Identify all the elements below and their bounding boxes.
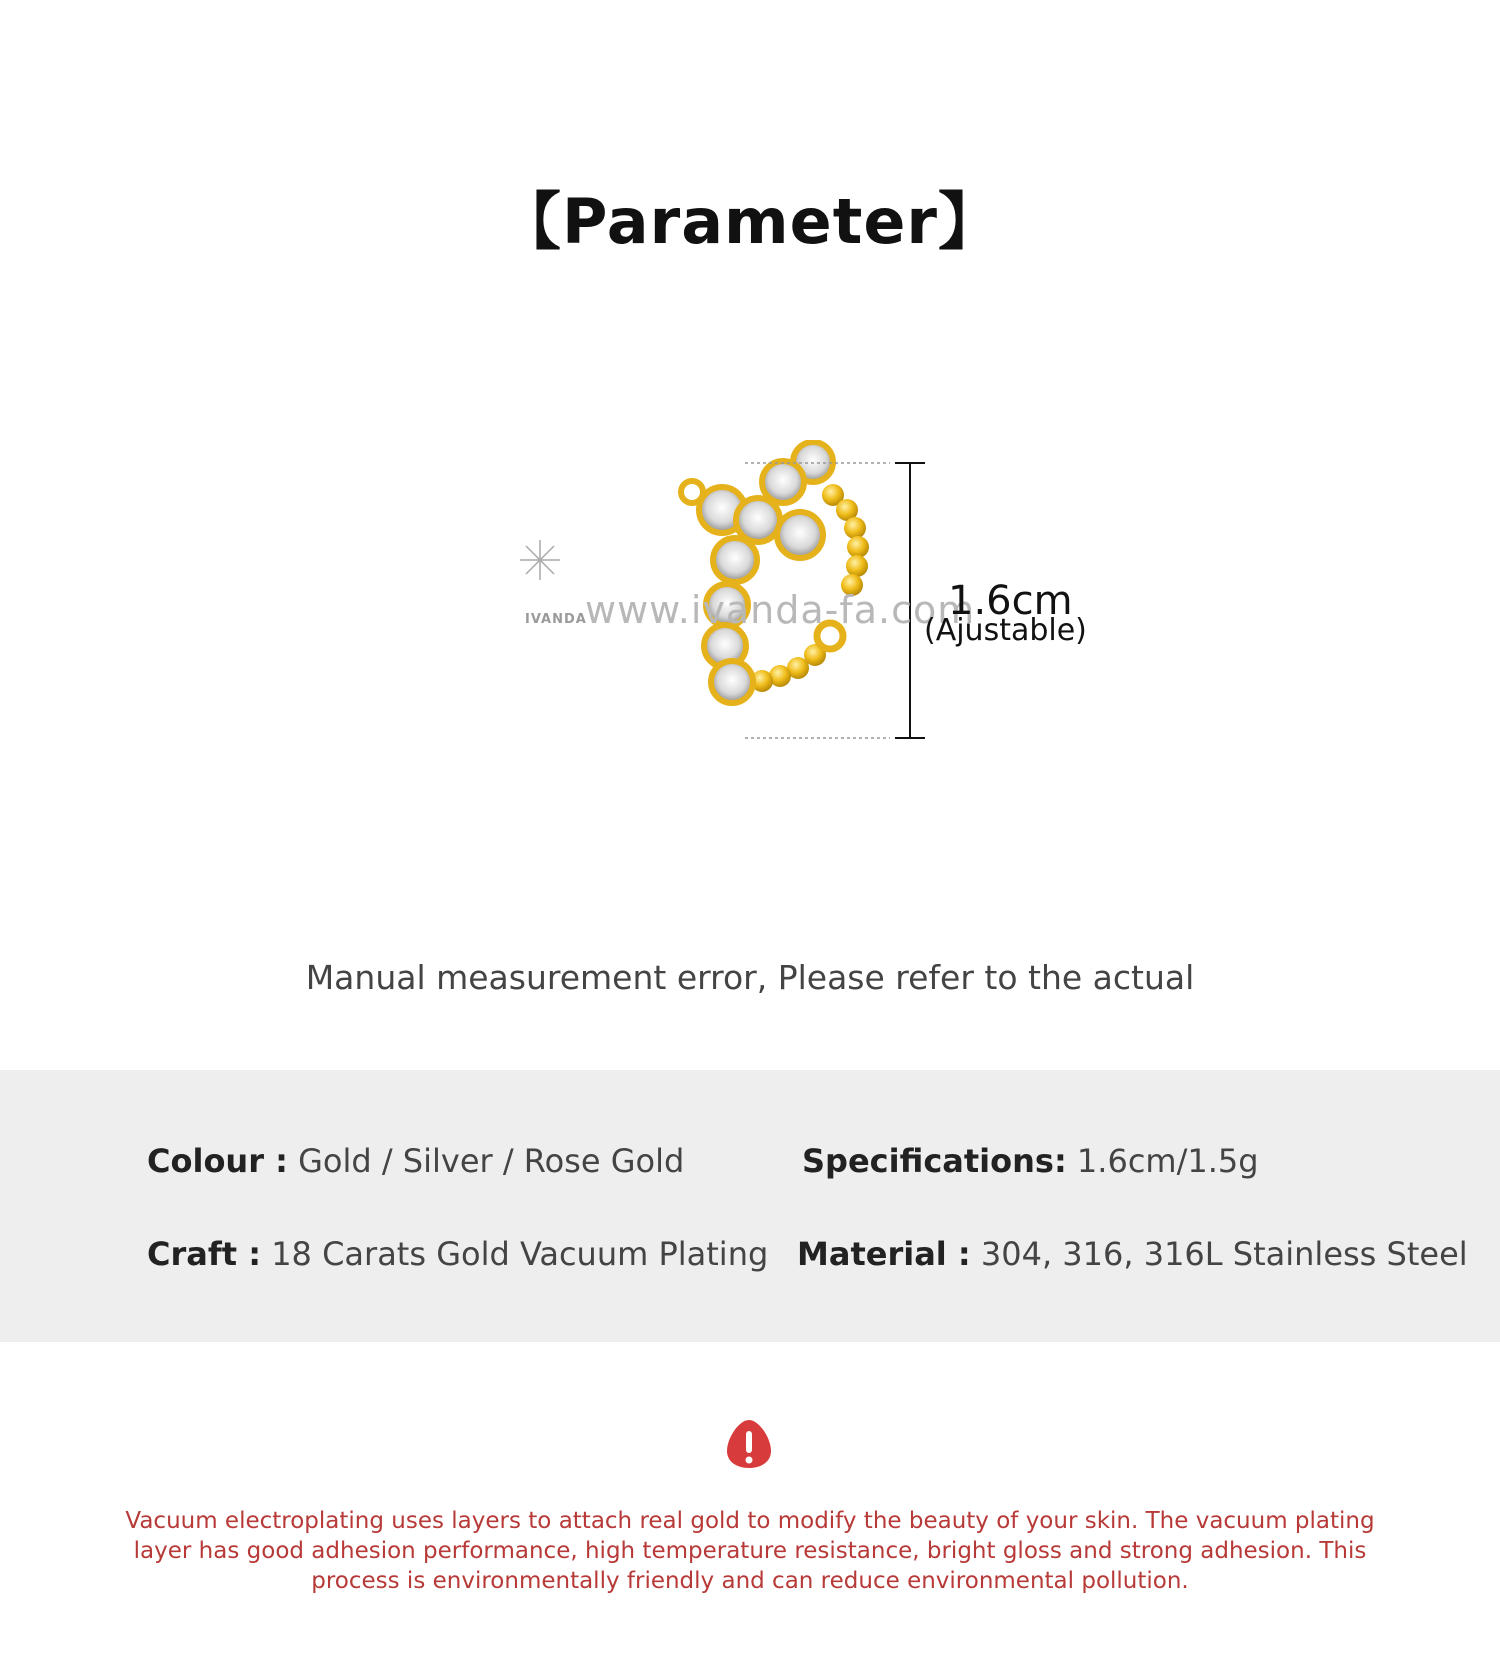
spec-specifications-value: 1.6cm/1.5g xyxy=(1076,1142,1259,1180)
spec-panel xyxy=(0,1070,1500,1342)
spec-specifications xyxy=(802,1142,1259,1180)
spec-craft-label: Craft : xyxy=(147,1235,262,1273)
spec-material-value: 304, 316, 316L Stainless Steel xyxy=(980,1235,1468,1273)
spec-colour-value: Gold / Silver / Rose Gold xyxy=(298,1142,685,1180)
spec-material-label: Material : xyxy=(797,1235,971,1273)
warning-icon xyxy=(725,1418,773,1470)
spec-craft xyxy=(147,1235,768,1273)
watermark-url: www.ivanda-fa.com xyxy=(585,588,976,632)
spec-craft-value: 18 Carats Gold Vacuum Plating xyxy=(271,1235,769,1273)
measurement-disclaimer: Manual measurement error, Please refer to the actual xyxy=(305,958,1195,997)
spec-colour xyxy=(147,1142,684,1180)
watermark-brand: IVANDA xyxy=(525,612,587,627)
plating-notice: Vacuum electroplating uses layers to attach real gold to modify the beauty of your skin. The vacuum plating layer has good adhesion performance, high temperature resistance, bright gloss and strong adhesion. This process is environmentally friendly and can reduce environmental pollution. xyxy=(125,1508,1375,1594)
watermark-star-icon xyxy=(520,540,560,580)
spec-material xyxy=(797,1235,1468,1273)
page-title: 【Parameter】 xyxy=(499,185,1001,258)
spec-colour-label: Colour : xyxy=(147,1142,288,1180)
dimension-value: 1.6cm xyxy=(948,578,1073,624)
spec-specifications-label: Specifications: xyxy=(802,1142,1067,1180)
dimension-note: (Ajustable) xyxy=(924,613,1087,648)
